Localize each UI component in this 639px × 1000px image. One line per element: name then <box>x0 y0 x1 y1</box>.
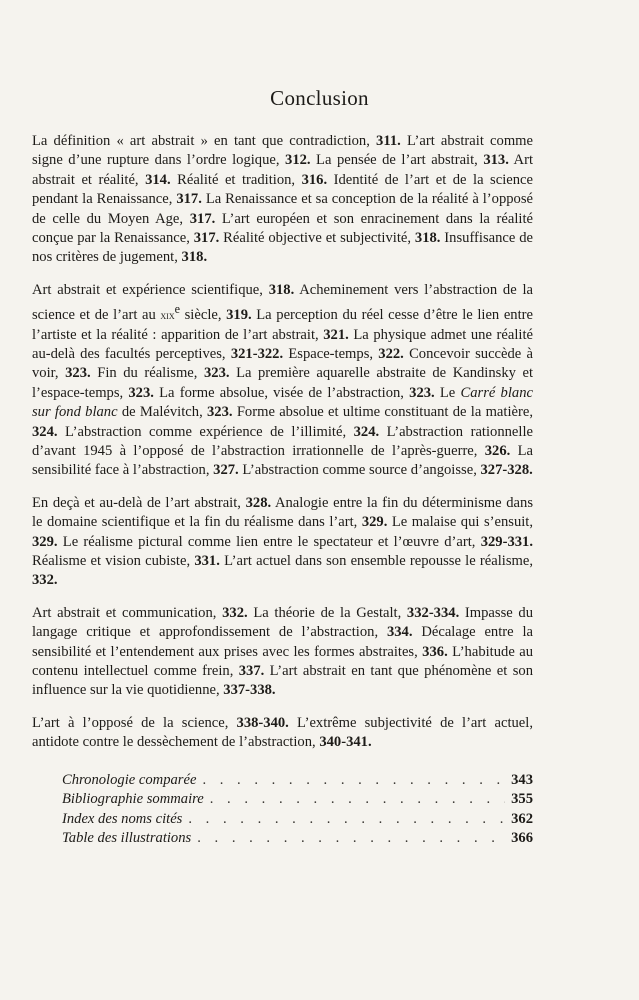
summary-text: Fin du réalisme, <box>90 365 204 382</box>
page-reference: 323. <box>65 365 91 382</box>
page-reference: 337. <box>238 663 265 680</box>
page-reference: 324. <box>353 423 380 440</box>
summary-text: La première aquarelle abstraite de Kandinsky et l’espace-temps, <box>32 365 533 401</box>
page-reference: 334. <box>386 624 413 641</box>
toc-entry[interactable] <box>62 771 533 791</box>
summary-text: Réalité et tradition, <box>170 171 302 188</box>
page-reference: 322. <box>378 345 404 362</box>
summary-text: L’art actuel dans son ensemble repousse le réalisme, <box>219 552 533 569</box>
summary-text: Acheminement vers l’abstraction de la science et de l’art au <box>32 281 533 324</box>
toc-entry-page: 343 <box>511 771 533 788</box>
century-numeral: xix <box>160 308 175 323</box>
page-reference: 323. <box>207 404 233 421</box>
page-reference: 323. <box>409 384 435 401</box>
toc-entry-label: Bibliographie sommaire <box>62 791 204 808</box>
summary-text: Analogie entre la fin du déterminisme dans le domaine scientifique et la fin du réalisme dans l’art, <box>32 494 533 531</box>
summary-text: Réalité objective et subjectivité, <box>219 230 415 247</box>
summary-text: L’art à l’opposé de la science, <box>32 714 237 731</box>
summary-paragraph <box>32 494 533 591</box>
page-reference: 323. <box>203 365 230 382</box>
page-reference: 332. <box>32 572 58 589</box>
page-reference: 317. <box>189 210 216 227</box>
summary-text: de Malévitch, <box>117 404 207 421</box>
page-reference: 326. <box>484 442 511 459</box>
page-reference: 327-328. <box>480 462 533 479</box>
summary-text: L’abstraction comme source d’angoisse, <box>238 462 481 479</box>
summary-text: La physique admet une réalité au-delà des facultés perceptives, <box>32 326 533 362</box>
summary-text: Décalage entre la sensibilité et l’entendement aux prises avec les formes abstraites, <box>32 624 533 660</box>
dot-leader <box>202 771 505 791</box>
summary-text: La sensibilité face à l’abstraction, <box>32 442 533 479</box>
summary-text: Forme absolue et ultime constituant de la matière, <box>232 404 533 421</box>
page-reference: 317. <box>176 191 202 208</box>
toc-entry[interactable] <box>62 790 533 810</box>
summary-text: L’abstraction rationnelle d’avant 1945 à l’opposé de l’abstraction irrationnelle de l’après-guerre, <box>32 423 533 459</box>
toc-entry-page: 355 <box>511 791 533 808</box>
page-reference: 318. <box>181 249 208 266</box>
dot-leader <box>188 810 505 830</box>
page-reference: 316. <box>301 171 328 188</box>
summary-text: La forme absolue, visée de l’abstraction, <box>153 384 410 401</box>
summary-text: Art abstrait et expérience scientifique, <box>32 281 269 298</box>
summary-text: Art abstrait et communication, <box>32 604 223 621</box>
artwork-title: Carré blanc sur fond blanc <box>32 384 533 421</box>
page-title: Conclusion <box>270 86 369 110</box>
summary-text: Espace-temps, <box>283 345 379 362</box>
toc-entry-page: 366 <box>511 830 533 847</box>
summary-text: L’art abstrait comme signe d’une rupture dans l’ordre logique, <box>32 133 533 169</box>
toc-entry-label: Chronologie comparée <box>62 771 197 788</box>
page-reference: 336. <box>422 643 448 660</box>
page-reference: 328. <box>245 494 272 511</box>
page-reference: 332-334. <box>406 604 460 621</box>
page-reference: 332. <box>222 604 248 621</box>
page-reference: 317. <box>193 230 220 247</box>
page-reference: 331. <box>194 552 220 569</box>
summary-text: Le <box>434 384 461 401</box>
back-matter-list <box>32 771 533 849</box>
summary-paragraph <box>32 281 533 481</box>
page-reference: 337-338. <box>223 682 276 699</box>
toc-entry-label: Index des noms cités <box>62 810 183 827</box>
summary-text: L’art abstrait en tant que phénomène et son influence sur la vie quotidienne, <box>32 663 533 699</box>
page-reference: 338-340. <box>236 714 289 731</box>
ordinal-suffix: e <box>174 302 181 317</box>
summary-text: L’habitude au contenu intellectuel comme frein, <box>32 643 533 680</box>
summary-paragraph <box>32 604 533 701</box>
summary-paragraph <box>32 714 533 753</box>
summary-text: L’extrême subjectivité de l’art actuel, antidote contre le dessèchement de l’abstraction, <box>32 714 533 751</box>
summary-text: Le malaise qui s’ensuit, <box>387 514 533 531</box>
summary-text: Impasse du langage critique et approfondissement de l’abstraction, <box>32 604 533 641</box>
summary-text: La Renaissance et sa conception de la réalité à l’opposé de celle du Moyen Age, <box>32 191 534 227</box>
page-reference: 311. <box>376 133 401 149</box>
summary-text: L’abstraction comme expérience de l’illimité, <box>57 423 354 440</box>
page-reference: 329-331. <box>480 533 533 550</box>
dot-leader <box>210 790 505 810</box>
summary-text: Insuffisance de nos critères de jugement, <box>32 230 533 266</box>
summary-text: La pensée de l’art abstrait, <box>310 152 484 169</box>
summary-text: La perception du réel cesse d’être le lien entre l’artiste et la réalité : apparition de l’art abstrait, <box>32 307 533 343</box>
summary-text: Art abstrait et réalité, <box>32 152 534 188</box>
summary-text: L’art européen et son enracinement dans la réalité conçue par la Renaissance, <box>32 210 533 247</box>
summary-text: La définition « art abstrait » en tant que contradiction, <box>32 133 377 149</box>
dot-leader <box>197 829 505 849</box>
page-reference: 319. <box>226 307 252 324</box>
page-reference: 318. <box>268 281 295 298</box>
page-reference: 321-322. <box>230 345 284 362</box>
page-reference: 312. <box>285 152 311 169</box>
page-reference: 329. <box>32 533 58 550</box>
summary-text: Le réalisme pictural comme lien entre le spectateur et l’œuvre d’art, <box>57 533 481 550</box>
conclusion-body <box>32 132 533 849</box>
toc-entry[interactable] <box>62 810 533 830</box>
summary-text: siècle, <box>180 307 227 324</box>
summary-text: En deçà et au-delà de l’art abstrait, <box>32 494 246 511</box>
toc-entry-page: 362 <box>511 810 533 827</box>
summary-paragraph <box>32 132 533 268</box>
page-reference: 323. <box>128 384 154 401</box>
toc-entry[interactable] <box>62 829 533 849</box>
summary-text: Concevoir succède à voir, <box>32 345 533 382</box>
summary-text: La théorie de la Gestalt, <box>247 604 407 621</box>
page-reference: 313. <box>483 152 509 169</box>
page-reference: 340-341. <box>319 734 372 751</box>
page-reference: 327. <box>213 462 239 479</box>
page-reference: 314. <box>145 171 171 188</box>
page-reference: 321. <box>323 326 349 343</box>
summary-text: Identité de l’art et de la science pendant la Renaissance, <box>32 171 533 208</box>
page-reference: 324. <box>32 423 58 440</box>
page-reference: 329. <box>361 514 388 531</box>
toc-entry-label: Table des illustrations <box>62 830 192 847</box>
summary-text: Réalisme et vision cubiste, <box>32 552 195 569</box>
page-reference: 318. <box>414 230 441 247</box>
